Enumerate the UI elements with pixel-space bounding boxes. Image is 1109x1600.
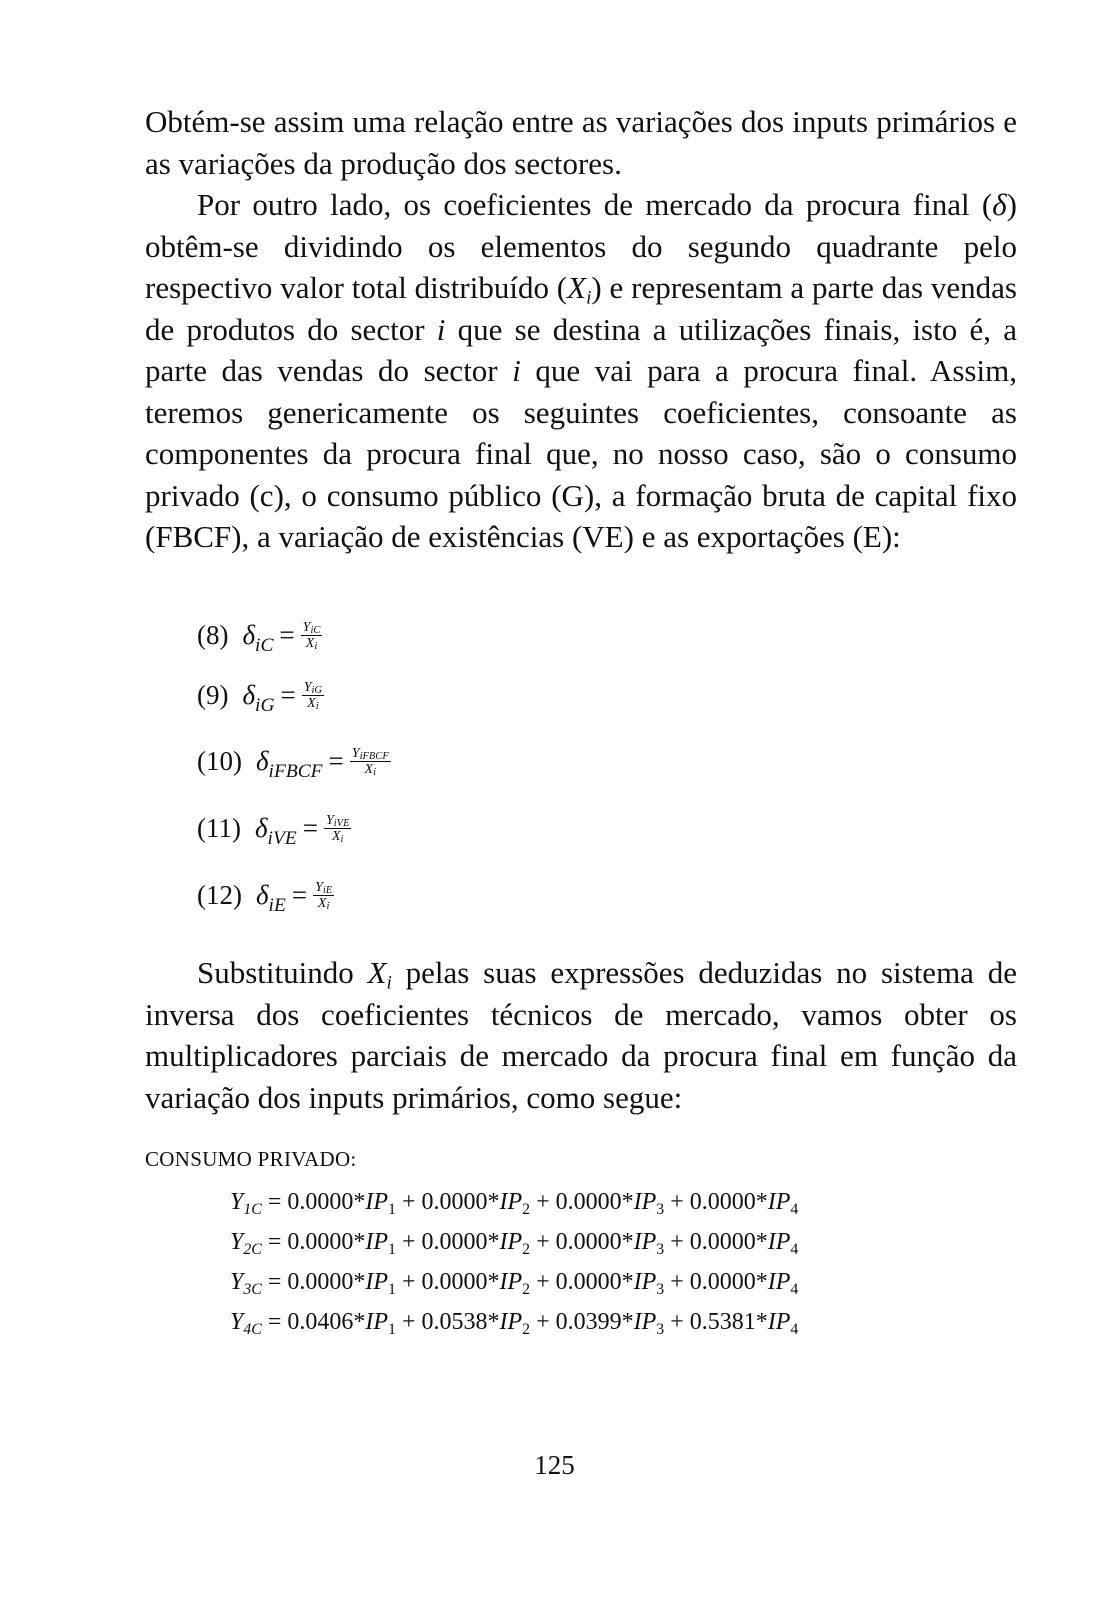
input-variable-subscript: 2 [522, 1240, 531, 1258]
numerator-subscript: iFBCF [359, 750, 389, 762]
equation-lhs-subscript: iE [268, 894, 286, 916]
denominator-subscript: i [315, 700, 319, 712]
numerator-subscript: iVE [333, 817, 350, 829]
equation-lhs [255, 879, 286, 916]
times-sign: * [353, 1189, 366, 1215]
equation-lhs-subscript: iVE [267, 827, 297, 849]
equation-row [197, 738, 391, 784]
input-variable-symbol: IP [767, 1309, 791, 1335]
fraction-denominator [330, 829, 345, 844]
input-variable [365, 1229, 396, 1258]
input-variable-symbol: IP [365, 1269, 389, 1295]
formula-lhs [230, 1269, 262, 1298]
input-variable-subscript: 3 [656, 1280, 665, 1298]
input-variable-subscript: 4 [790, 1240, 799, 1258]
input-variable [767, 1269, 799, 1298]
fraction-numerator [302, 680, 324, 696]
formula-row: $Y_{4C} = 0.0406*IP_1 + 0.0538*IP_2 + 0.0399*IP_3 + 0.5381*IP_4$ [230, 1309, 799, 1338]
input-variable-subscript: 2 [522, 1200, 531, 1218]
input-variable-symbol: IP [767, 1229, 791, 1255]
fraction [350, 746, 391, 777]
input-variable [499, 1309, 531, 1338]
times-sign: * [755, 1269, 768, 1295]
formula-lhs [230, 1229, 262, 1258]
paragraph-3: Substituindo $X_i$ pelas suas expressões deduzidas no sistema de inversa dos coeficientes técnicos de mercado, vamos obter os multiplicadores parciais de mercado da procura final em função da variação dos inputs primários, como segue: [145, 955, 1017, 1115]
paragraph-2: Por outro lado, os coeficientes de mercado da procura final (δ) obtêm-se dividindo os elementos do segundo quadrante pelo respectivo valor total distribuído $(X_i)$ e representam a parte das vendas de produtos do sector i que se destina a utilizações finais, isto é, a parte das vendas do sector i que vai para a procura final. Assim, teremos genericamente os seguintes coeficientes, consoante as componentes da procura final que, no nosso caso, são o consumo privado (c), o consumo público (G), a formação bruta de capital fixo (FBCF), a variação de existências (VE) e as exportações (E): [145, 187, 1017, 554]
input-variable-symbol: IP [767, 1269, 791, 1295]
coefficient: 0.0000 [689, 1269, 756, 1295]
fraction [324, 813, 352, 844]
formula-lhs-subscript: 4C [243, 1320, 262, 1338]
times-sign: * [755, 1189, 768, 1215]
input-variable [633, 1229, 665, 1258]
input-variable [499, 1269, 531, 1298]
input-variable [633, 1309, 665, 1338]
equation-number: (9) [197, 679, 229, 710]
denominator-symbol: X [364, 761, 374, 777]
input-variable [365, 1309, 396, 1338]
denominator-subscript: i [373, 766, 376, 778]
coefficient: 0.0000 [287, 1189, 354, 1215]
section-label: CONSUMO PRIVADO: [145, 1147, 357, 1171]
fraction-numerator [350, 746, 391, 762]
times-sign: * [621, 1189, 634, 1215]
equals-sign: = [280, 679, 296, 710]
fraction [302, 680, 324, 711]
equation-number: (8) [197, 619, 229, 650]
denominator-symbol: X [317, 895, 327, 911]
numerator-symbol: Y [315, 879, 323, 895]
input-variable [767, 1309, 799, 1338]
coefficient: 0.0000 [555, 1229, 622, 1255]
denominator-symbol: X [307, 695, 316, 711]
input-variable-symbol: IP [365, 1189, 389, 1215]
numerator-symbol: Y [302, 619, 311, 635]
formula-row: $Y_{1C} = 0.0000*IP_1 + 0.0000*IP_2 + 0.0000*IP_3 + 0.0000*IP_4$ [230, 1189, 799, 1218]
equation-number: (12) [197, 879, 242, 910]
fraction-denominator [316, 896, 331, 911]
denominator-symbol: X [331, 828, 341, 844]
equation-row [197, 612, 322, 658]
coefficient: 0.0000 [287, 1229, 354, 1255]
formula-lhs-subscript: 1C [243, 1200, 262, 1218]
coefficient: 0.5381 [689, 1309, 756, 1335]
times-sign: * [621, 1229, 634, 1255]
input-variable-subscript: 1 [388, 1320, 396, 1338]
coefficient: 0.0000 [689, 1229, 756, 1255]
delta-symbol: δ [255, 745, 269, 776]
coefficient: 0.0538 [421, 1309, 488, 1335]
input-variable-symbol: IP [365, 1229, 389, 1255]
input-variable-subscript: 1 [388, 1200, 396, 1218]
equation-lhs [242, 679, 275, 716]
body-text-2 [145, 952, 1017, 1118]
formula-lhs-subscript: 3C [243, 1280, 262, 1298]
formula-lhs-subscript: 2C [243, 1240, 262, 1258]
equation-row [197, 872, 334, 918]
body-text [145, 101, 1017, 558]
input-variable [499, 1229, 531, 1258]
input-variable-subscript: 1 [388, 1280, 396, 1298]
input-variable-symbol: IP [633, 1229, 657, 1255]
equation-lhs [242, 619, 274, 656]
equation-lhs-subscript: iC [255, 634, 274, 656]
coefficient: 0.0000 [421, 1189, 488, 1215]
input-variable-symbol: IP [499, 1189, 523, 1215]
times-sign: * [353, 1269, 366, 1295]
input-variable-subscript: 3 [656, 1200, 665, 1218]
coefficient: 0.0000 [555, 1269, 622, 1295]
input-variable-subscript: 4 [790, 1280, 799, 1298]
input-variable-subscript: 4 [790, 1200, 799, 1218]
coefficient: 0.0000 [421, 1229, 488, 1255]
input-variable-subscript: 2 [522, 1280, 531, 1298]
numerator-subscript: iG [311, 684, 323, 696]
numerator-subscript: iC [310, 624, 321, 636]
coefficient: 0.0399 [555, 1309, 622, 1335]
input-variable-subscript: 2 [522, 1320, 531, 1338]
denominator-subscript: i [340, 833, 344, 845]
times-sign: * [353, 1309, 366, 1335]
formula-lhs [230, 1189, 262, 1218]
input-variable [499, 1189, 531, 1218]
formula-row: $Y_{3C} = 0.0000*IP_1 + 0.0000*IP_2 + 0.0000*IP_3 + 0.0000*IP_4$ [230, 1269, 799, 1298]
input-variable-subscript: 4 [790, 1320, 799, 1338]
equation-number: (11) [197, 812, 241, 843]
input-variable [365, 1269, 396, 1298]
input-variable-subscript: 3 [656, 1320, 665, 1338]
numerator-symbol: Y [351, 745, 360, 761]
times-sign: * [487, 1229, 500, 1255]
equals-sign: = [291, 879, 308, 910]
equation-lhs-subscript: iFBCF [268, 760, 323, 782]
input-variable [767, 1229, 799, 1258]
input-variable [633, 1269, 665, 1298]
numerator-symbol: Y [325, 812, 334, 828]
denominator-subscript: i [314, 640, 318, 652]
equation-lhs [255, 745, 323, 782]
coefficient: 0.0000 [287, 1269, 354, 1295]
fraction-denominator [363, 762, 378, 777]
paragraph-1: Obtém-se assim uma relação entre as variações dos inputs primários e as variações da produção dos sectores. [145, 104, 1017, 181]
input-variable-symbol: IP [633, 1189, 657, 1215]
equals-sign: = [279, 619, 295, 650]
formula-lhs-symbol: Y [230, 1189, 244, 1215]
input-variable-subscript: 1 [388, 1240, 396, 1258]
input-variable-symbol: IP [633, 1269, 657, 1295]
times-sign: * [755, 1229, 768, 1255]
equals-sign: = [302, 812, 318, 843]
fraction-numerator [313, 880, 334, 896]
formula-lhs-symbol: Y [230, 1229, 244, 1255]
input-variable-subscript: 3 [656, 1240, 665, 1258]
input-variable [767, 1189, 799, 1218]
numerator-subscript: iE [322, 884, 333, 896]
formula-lhs-symbol: Y [230, 1309, 244, 1335]
equation-row [197, 672, 324, 718]
formula-lhs-symbol: Y [230, 1269, 244, 1295]
fraction [313, 880, 334, 911]
equation-lhs [254, 812, 297, 849]
fraction [301, 620, 323, 651]
input-variable-symbol: IP [499, 1269, 523, 1295]
coefficient: 0.0406 [287, 1309, 354, 1335]
input-variable-symbol: IP [633, 1309, 657, 1335]
times-sign: * [487, 1309, 500, 1335]
delta-symbol: δ [242, 619, 256, 650]
input-variable [365, 1189, 396, 1218]
times-sign: * [621, 1269, 634, 1295]
delta-symbol: δ [242, 679, 256, 710]
times-sign: * [353, 1229, 366, 1255]
equation-number: (10) [197, 745, 242, 776]
page-number: 125 [534, 1450, 575, 1480]
times-sign: * [755, 1309, 768, 1335]
input-variable [633, 1189, 665, 1218]
input-variable-symbol: IP [767, 1189, 791, 1215]
times-sign: * [487, 1269, 500, 1295]
times-sign: * [621, 1309, 634, 1335]
formula-lhs [230, 1309, 262, 1338]
equation-row [197, 805, 351, 851]
fraction-denominator [305, 696, 320, 711]
fraction-numerator [324, 813, 352, 829]
equation-lhs-subscript: iG [255, 694, 275, 716]
delta-symbol: δ [254, 812, 268, 843]
coefficient: 0.0000 [555, 1189, 622, 1215]
coefficient: 0.0000 [421, 1269, 488, 1295]
numerator-symbol: Y [303, 679, 312, 695]
input-variable-symbol: IP [365, 1309, 389, 1335]
coefficient: 0.0000 [689, 1189, 756, 1215]
delta-symbol: δ [255, 879, 269, 910]
fraction-denominator [304, 636, 319, 651]
formula-row: $Y_{2C} = 0.0000*IP_1 + 0.0000*IP_2 + 0.0000*IP_3 + 0.0000*IP_4$ [230, 1229, 799, 1258]
denominator-symbol: X [305, 635, 315, 651]
denominator-subscript: i [326, 900, 330, 912]
input-variable-symbol: IP [499, 1309, 523, 1335]
fraction-numerator [301, 620, 323, 636]
times-sign: * [487, 1189, 500, 1215]
input-variable-symbol: IP [499, 1229, 523, 1255]
equals-sign: = [328, 745, 344, 776]
